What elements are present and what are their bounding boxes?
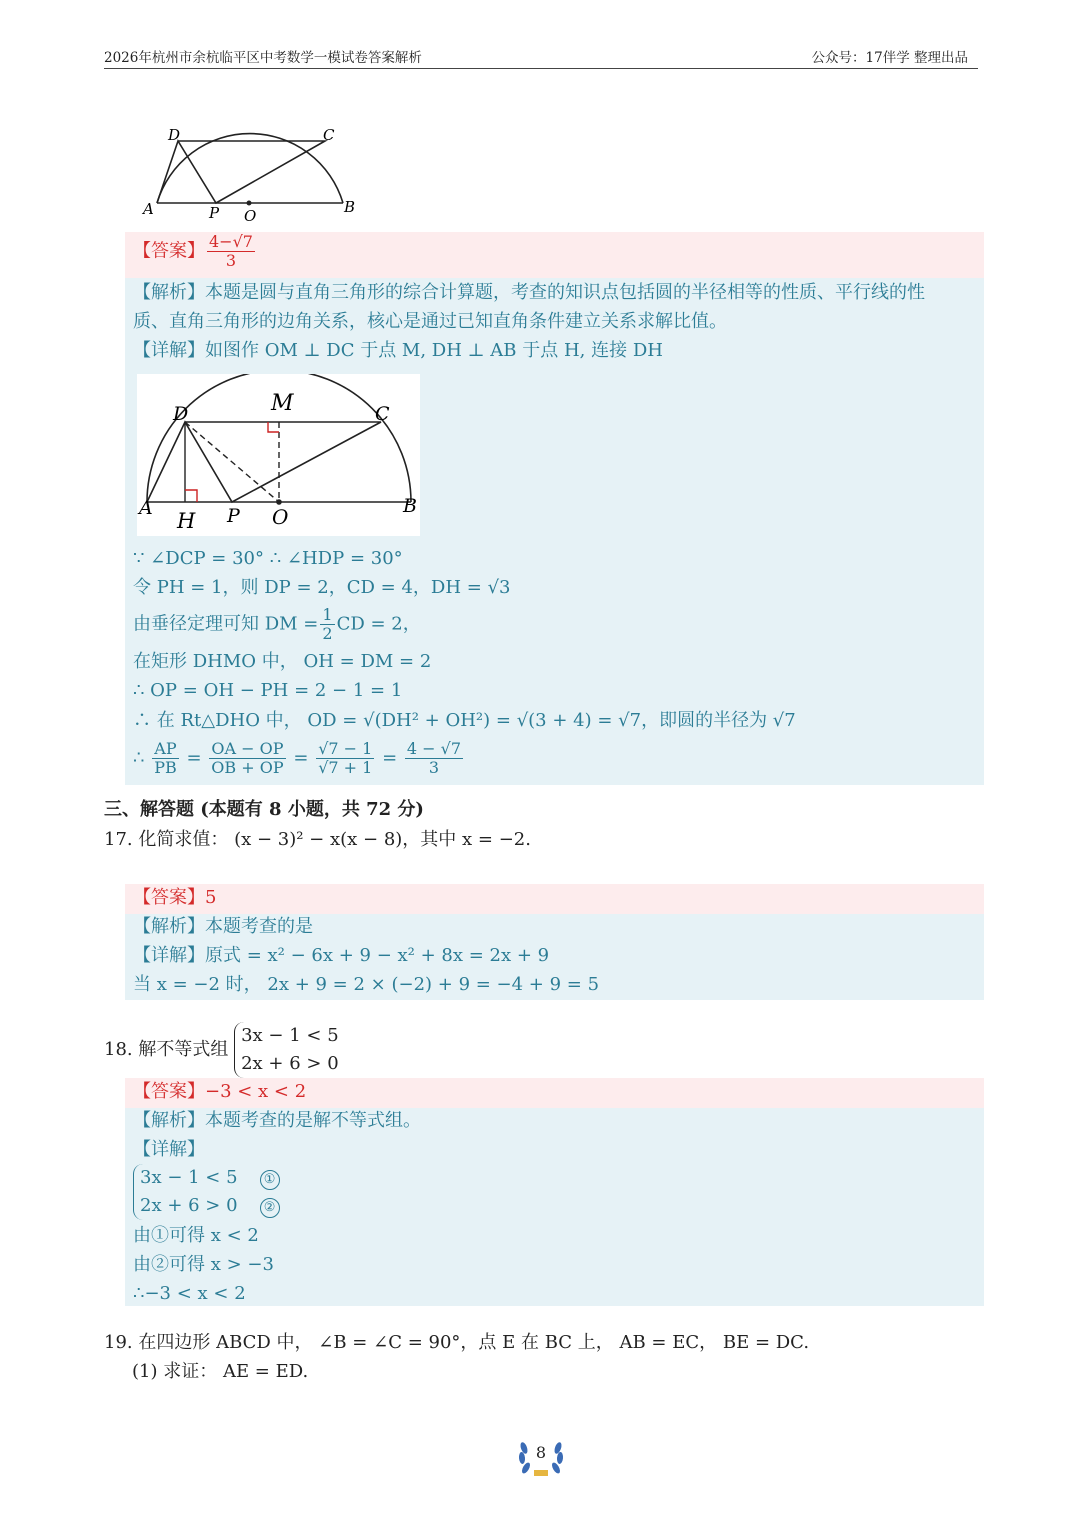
step-16-5: ∴ OP = OH − PH = 2 − 1 = 1 [133, 680, 403, 701]
label-P: P [227, 505, 240, 527]
analysis-16-line1: 【解析】本题是圆与直角三角形的综合计算题，考查的知识点包括圆的半径相等的性质、平行线的性 [133, 282, 925, 303]
detail-18-3: ∴−3 < x < 2 [133, 1283, 246, 1304]
detail-17-2: 当 x = −2 时， 2x + 9 = 2 × (−2) + 9 = −4 + 9 = 5 [133, 974, 600, 995]
label-O: O [272, 505, 289, 529]
question-19: 19. 在四边形 ABCD 中， ∠B = ∠C = 90°，点 E 在 BC 上， AB = EC， BE = DC. [104, 1332, 810, 1353]
detail-17-1: 【详解】原式 = x² − 6x + 9 − x² + 8x = 2x + 9 [133, 945, 550, 966]
label-C: C [375, 403, 390, 425]
label-A: A [139, 497, 153, 519]
answer-17: 【答案】5 [133, 887, 217, 908]
header-source: 公众号：17伴学 整理出品 [811, 50, 968, 66]
step-16-2: 令 PH = 1，则 DP = 2，CD = 4，DH = √3 [133, 577, 511, 598]
page-header [104, 42, 978, 69]
step-16-3: 由垂径定理可知 DM = $\frac{1}{2}$ CD = 2， [133, 605, 421, 643]
step-16-6: ∴ 在 Rt△DHO 中， OD = √(DH² + OH²) = √(3 + 4) = √7，即圆的半径为 √7 [133, 710, 796, 731]
label-D: D [168, 126, 181, 144]
detail-18-1: 由①可得 x < 2 [133, 1225, 259, 1246]
label-A: A [143, 200, 154, 218]
page-number: 8 [535, 1443, 547, 1462]
figure-semicircle-1 [140, 100, 370, 225]
question-19-part1: (1) 求证： AE = ED. [132, 1361, 309, 1382]
analysis-16-line2: 质、直角三角形的边角关系，核心是通过已知直角条件建立关系求解比值。 [133, 311, 727, 332]
step-16-7: ∴ $\frac{AP}{PB}$ = $\frac{OA - OP}{OB + OP}$ = $\frac{√7 - 1}{√7 + 1}$ = $\frac{4 - √7}{3}$ [133, 739, 462, 777]
label-C: C [323, 126, 335, 144]
analysis-17: 【解析】本题考查的是 [133, 916, 313, 937]
label-B: B [403, 495, 417, 517]
answer-18: 【答案】−3 < x < 2 [133, 1081, 307, 1102]
label-B: B [344, 198, 356, 216]
question-17: 17. 化简求值： (x − 3)² − x(x − 8)，其中 x = −2. [104, 829, 531, 850]
section-title: 三、解答题 (本题有 8 小题，共 72 分) [104, 799, 424, 820]
detail-18-tag: 【详解】 [133, 1139, 205, 1160]
detail-18-system: 3x − 1 < 5 ① 2x + 6 > 0 ② [133, 1164, 280, 1220]
step-16-4: 在矩形 DHMO 中， OH = DM = 2 [133, 651, 432, 672]
question-18: 18. 解不等式组 3x − 1 < 5 2x + 6 > 0 [104, 1022, 339, 1078]
answer-16: 【答案】 $\frac{4-√7}{3}$ [133, 232, 253, 270]
label-P: P [209, 204, 220, 222]
analysis-18: 【解析】本题考查的是解不等式组。 [133, 1110, 421, 1131]
detail-18-2: 由②可得 x > −3 [133, 1254, 274, 1275]
detail-16-intro: 【详解】如图作 OM ⊥ DC 于点 M, DH ⊥ AB 于点 H, 连接 DH [133, 340, 663, 361]
label-O: O [244, 207, 257, 225]
header-title: 2026年杭州市余杭临平区中考数学一模试卷答案解析 [104, 50, 422, 66]
label-D: D [173, 403, 189, 425]
step-16-1: ∵ ∠DCP = 30° ∴ ∠HDP = 30° [133, 548, 403, 569]
label-M: M [271, 391, 294, 416]
figure-semicircle-2 [137, 374, 420, 536]
page-number-badge [514, 1428, 568, 1482]
label-H: H [177, 509, 196, 533]
answer-box-17 [125, 884, 984, 914]
